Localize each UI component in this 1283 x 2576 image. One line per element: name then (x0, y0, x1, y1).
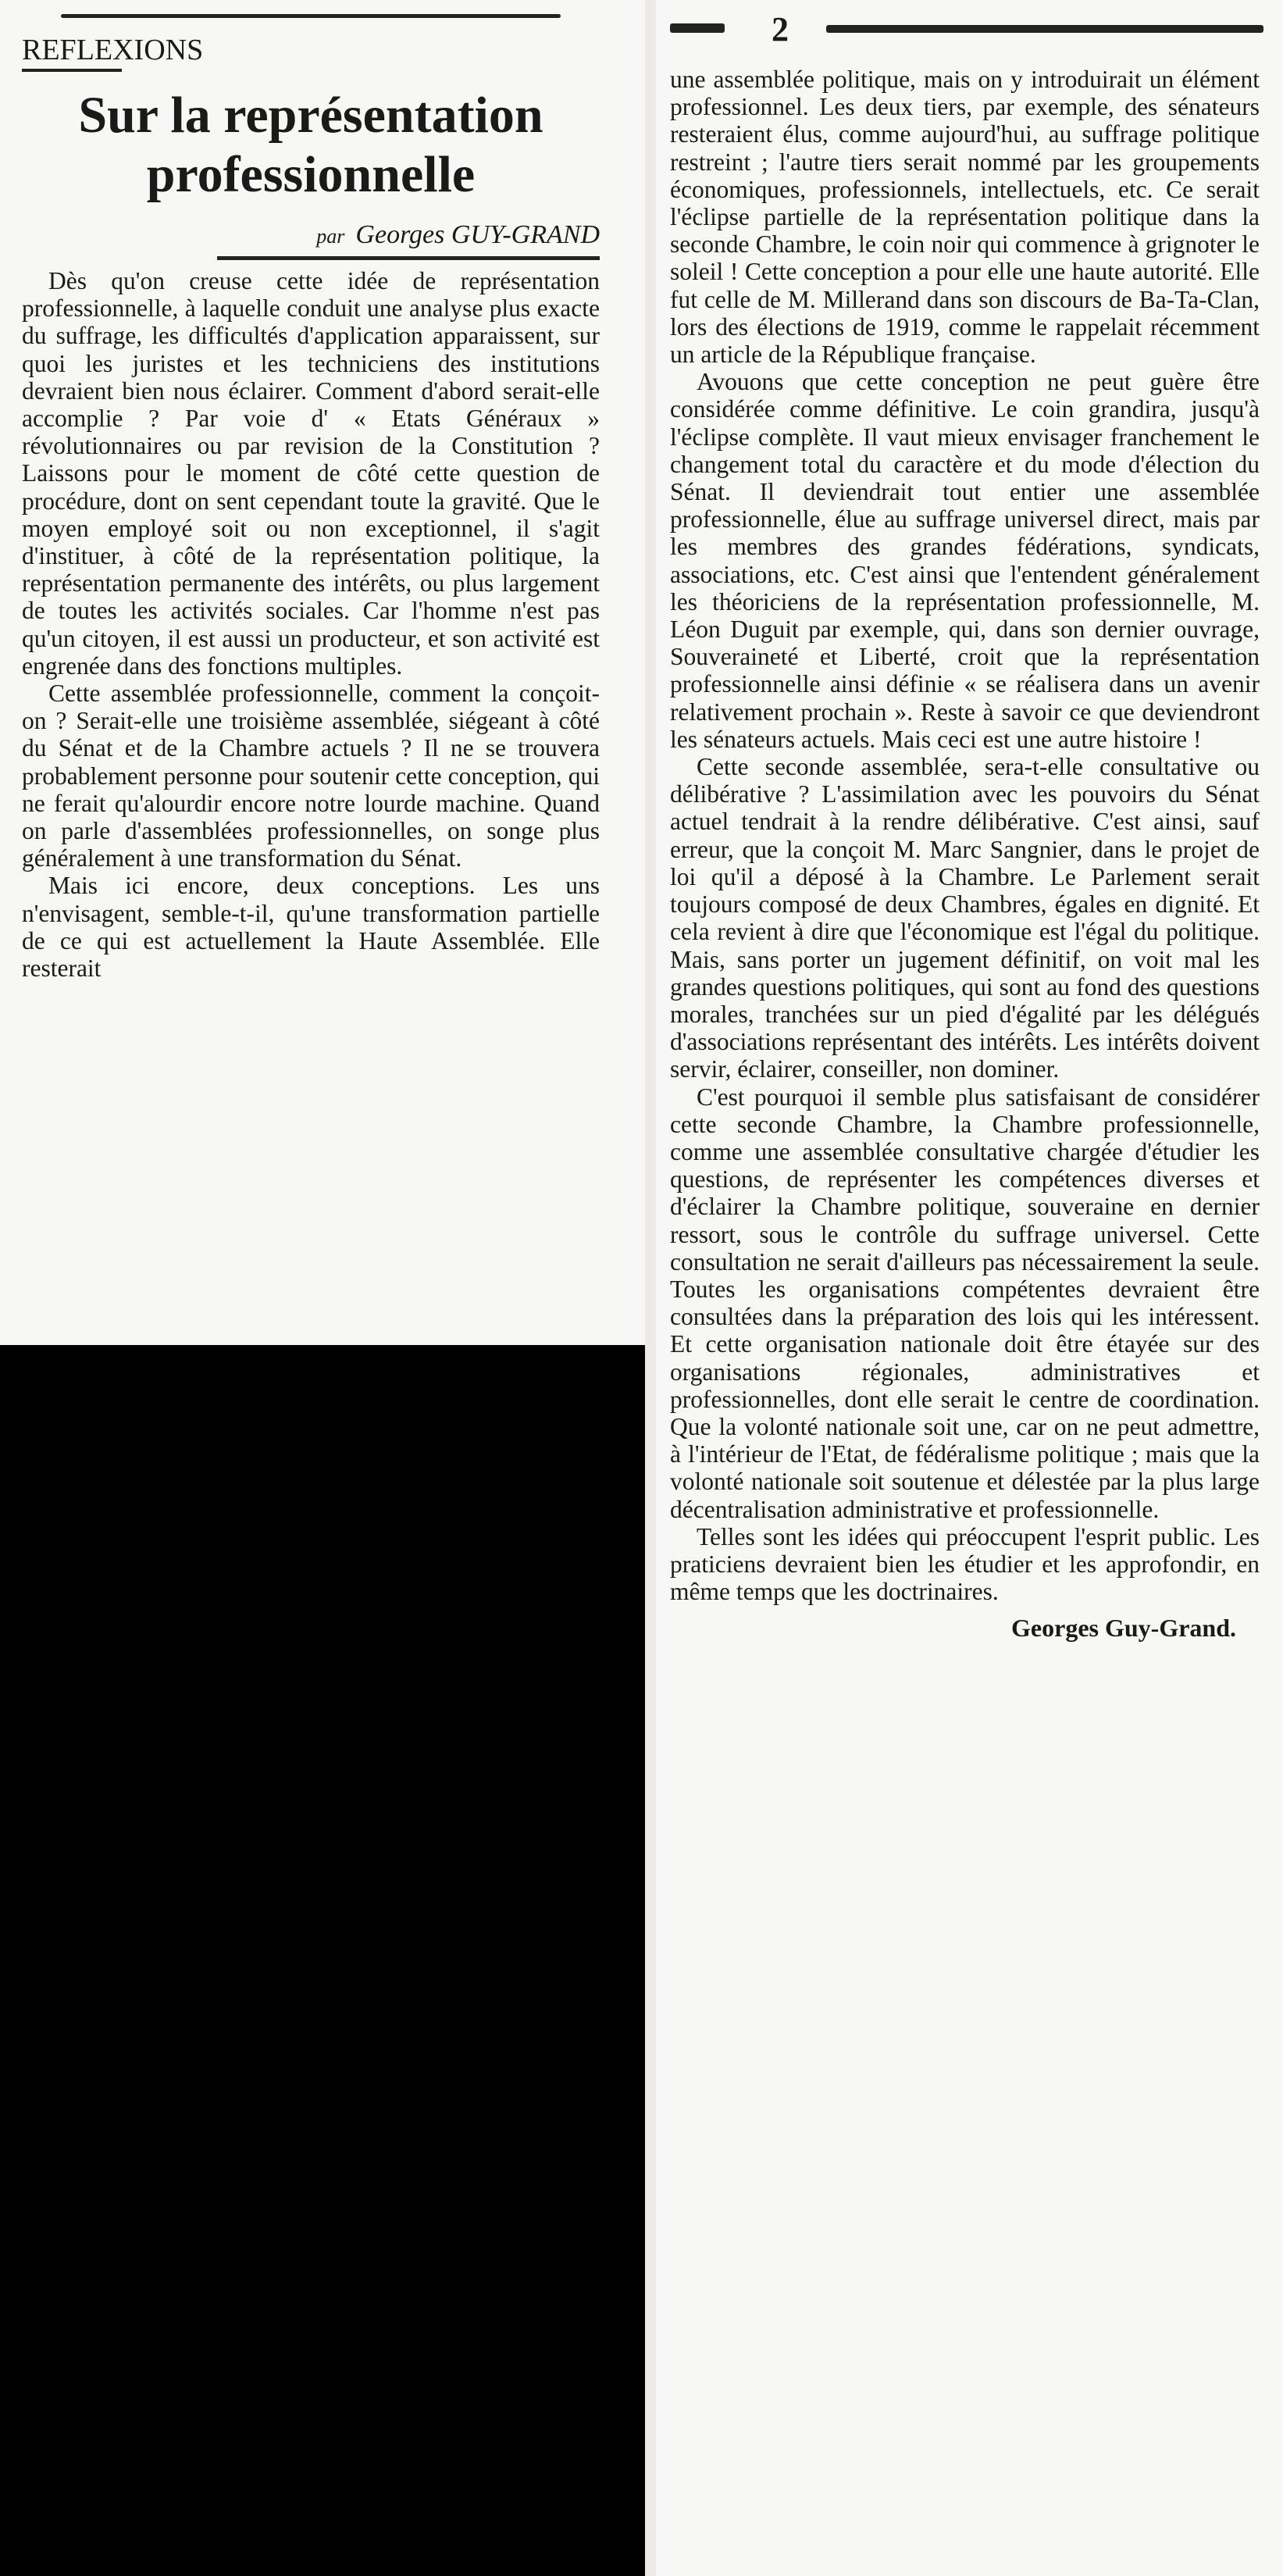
paragraph: Cette seconde assemblée, sera-t-elle consultative ou délibérative ? L'assimilation avec les pouvoirs du Sénat actuel tendrait à la rendre délibérative. C'est ainsi, sauf erreur, que la conçoit M. Marc Sangnier, dans le projet de loi qu'il a déposé à la Chambre. Le Parlement serait toujours composé de deux Chambres, égales en dignité. Et cela revient à dire que l'économique est l'égal du politique. Mais, sans porter un jugement définitif, on voit mal les grandes questions politiques, qui sont au fond des questions morales, tranchées sur un pied d'égalité par les délégués d'associations représentant des intérêts. Les intérêts doivent servir, éclairer, conseiller, non dominer. (670, 753, 1260, 1083)
byline-rule (217, 256, 600, 260)
blank-black-area (0, 1345, 645, 2576)
byline-prefix: par (316, 225, 345, 248)
rubric-underline (22, 69, 122, 72)
paragraph: une assemblée politique, mais on y introduirait un élément professionnel. Les deux tiers, par exemple, des sénateurs resteraient élus, comme aujourd'hui, au suffrage politique restreint ; l'autre tiers serait nommé par les groupements économiques, professionnels, intellectuels, etc. Ce serait l'éclipse partielle de la représentation politique dans la seconde Chambre, le coin noir qui commence à grignoter le soleil ! Cette conception a pour elle une haute autorité. Elle fut celle de M. Millerand dans son discours de Ba-Ta-Clan, lors des élections de 1919, comme le rappelait récemment un article de la République française. (670, 66, 1260, 369)
byline (316, 220, 600, 250)
ornamental-rule (61, 14, 561, 18)
article-body-left (22, 267, 600, 982)
section-rubric: REFLEXIONS (22, 34, 204, 66)
column-gutter (645, 0, 656, 2576)
paragraph: Dès qu'on creuse cette idée de représentation professionnelle, à laquelle conduit une analyse plus exacte du suffrage, les difficultés d'application apparaissent, sur quoi les juristes et les techniciens des institutions devraient bien nous éclairer. Comment d'abord serait-elle accomplie ? Par voie d' « Etats Généraux » révolutionnaires ou par revision de la Constitution ? Laissons pour le moment de côté cette question de procédure, dont on sent cependant toute la gravité. Que le moyen employé soit ou non exceptionnel, il s'agit d'instituer, à côté de la représentation politique, la représentation permanente des intérêts, ou plus largement de toutes les activités sociales. Car l'homme n'est pas qu'un citoyen, il est aussi un producteur, et son activité est engrenée dans des fonctions multiples. (22, 267, 600, 680)
header-rule-right (826, 25, 1263, 33)
paragraph: Avouons que cette conception ne peut guère être considérée comme définitive. Le coin grandira, jusqu'à l'éclipse complète. Il vaut mieux envisager franchement le changement total du caractère et du mode d'élection du Sénat. Il deviendrait tout entier une assemblée professionnelle, élue au suffrage universel direct, mais par les membres des grandes fédérations, syndicats, associations, etc. C'est ainsi que l'entendent généralement les théoriciens de la représentation professionnelle, M. Léon Duguit par exemple, qui, dans son dernier ouvrage, Souveraineté et Liberté, croit que la représentation professionnelle ainsi définie « se réalisera dans un avenir relativement prochain ». Reste à savoir ce que deviendront les sénateurs actuels. Mais ceci est une autre histoire ! (670, 368, 1260, 753)
paragraph: Telles sont les idées qui préoccupent l'esprit public. Les praticiens devraient bien les étudier et les approfondir, en même temps que les doctrinaires. (670, 1522, 1260, 1606)
paragraph: Mais ici encore, deux conceptions. Les uns n'envisagent, semble-t-il, qu'une transformation partielle de ce qui est actuellement la Haute Assemblée. Elle resterait (22, 872, 600, 983)
byline-author: Georges GUY-GRAND (355, 220, 600, 249)
header-rule-left (670, 23, 725, 33)
article-body-right (670, 66, 1260, 1643)
signature: Georges Guy-Grand. (1011, 1614, 1236, 1643)
article-title: Sur la représentation professionnelle (78, 87, 543, 203)
paragraph: Cette assemblée professionnelle, comment la conçoit-on ? Serait-elle une troisième assemblée, siégeant à côté du Sénat et de la Chambre actuels ? Il ne se trouvera probablement personne pour soutenir cette conception, qui ne ferait qu'alourdir encore notre lourde machine. Quand on parle d'assemblées professionnelles, on songe plus généralement à une transformation du Sénat. (22, 680, 600, 872)
page-number: 2 (772, 10, 789, 48)
paragraph: C'est pourquoi il semble plus satisfaisant de considérer cette seconde Chambre, la Chambre professionnelle, comme une assemblée consultative chargée d'étudier les questions, de représenter les compétences diverses et d'éclairer la Chambre politique, souveraine en dernier ressort, sous le contrôle du suffrage universel. Cette consultation ne serait d'ailleurs pas nécessairement la seule. Toutes les organisations compétentes devraient être consultées dans la préparation des lois qui les intéressent. Et cette organisation nationale doit être étayée sur des organisations régionales, administratives et professionnelles, dont elle serait le centre de coordination. Que la volonté nationale soit une, car on ne peut admettre, à l'intérieur de l'Etat, de fédéralisme politique ; mais que la volonté nationale soit soutenue et délestée par la plus large décentralisation administrative et professionnelle. (670, 1083, 1260, 1523)
